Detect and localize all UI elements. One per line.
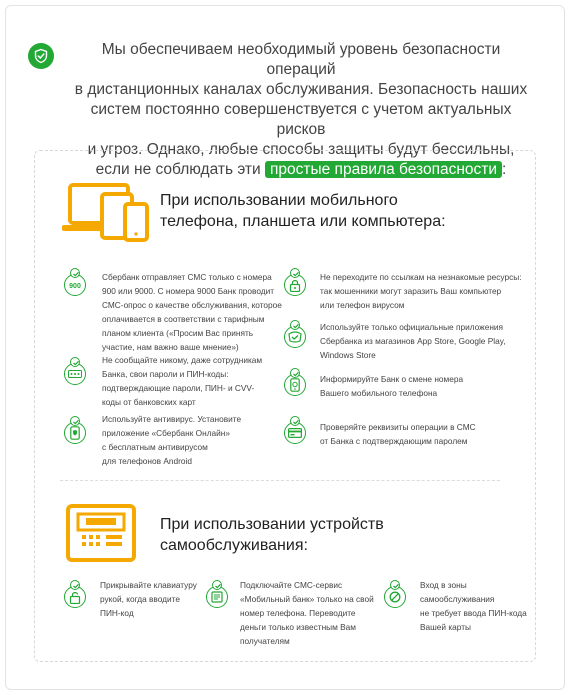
password-icon xyxy=(64,363,86,385)
intro-colon: : xyxy=(502,161,507,178)
rule-line: самообслуживания xyxy=(420,594,495,604)
intro-line-text: если не соблюдать эти xyxy=(95,161,261,178)
rule-line: с бесплатным антивирусом xyxy=(102,442,208,452)
section-mobile-title xyxy=(160,190,446,232)
rule-line: «Мобильный банк» только на свой xyxy=(240,594,374,604)
rule-line: для телефонов Android xyxy=(102,456,192,466)
rule-line: Сбербанка из магазинов App Store, Google Play, xyxy=(320,336,506,346)
rule-text xyxy=(320,320,530,362)
no-pin-icon xyxy=(384,586,406,608)
rule-line: Не сообщайте никому, даже сотрудникам xyxy=(102,355,263,365)
rule-line: СМС-опрос о качестве обслуживания, которое xyxy=(102,300,282,310)
sms-service-icon xyxy=(206,586,228,608)
sms-900-icon xyxy=(64,274,86,296)
rule-line: так мошенники могут заразить Ваш компьютер xyxy=(320,286,502,296)
rule-line: Банка, свои пароли и ПИН-коды: xyxy=(102,369,229,379)
card-check-icon xyxy=(284,422,306,444)
rule-line: Сбербанк отправляет СМС только с номера xyxy=(102,272,272,282)
rule-line: Используйте антивирус. Установите xyxy=(102,414,242,424)
rule-text xyxy=(240,578,380,648)
rule-line: Вашей карты xyxy=(420,622,471,632)
section-title-line: самообслуживания: xyxy=(160,537,308,554)
rule-line: планом клиента («Просим Вас принять xyxy=(102,328,254,338)
rule-line: Вашего мобильного телефона xyxy=(320,388,438,398)
rule-line: рукой, когда вводите xyxy=(100,594,180,604)
section-divider xyxy=(60,480,500,481)
rule-line: приложение «Сбербанк Онлайн» xyxy=(102,428,231,438)
phone-change-icon xyxy=(284,374,306,396)
rule-line: деньги только известным Вам xyxy=(240,622,356,632)
section-atm-title xyxy=(160,514,384,556)
shield-check-icon xyxy=(28,43,54,69)
rule-text xyxy=(320,270,530,312)
intro-line: систем постоянно совершенствуется с учетом актуальных рисков xyxy=(90,101,512,138)
rule-text xyxy=(420,578,540,634)
rule-line: подтверждающие пароли, ПИН- и CVV- xyxy=(102,383,255,393)
devices-icon xyxy=(62,182,150,249)
rule-line: от Банка с подтверждающим паролем xyxy=(320,436,468,446)
lock-link-icon xyxy=(284,274,306,296)
rule-line: 900 или 9000. С номера 9000 Банк проводит xyxy=(102,286,275,296)
rule-line: или телефон вирусом xyxy=(320,300,405,310)
rule-text xyxy=(102,412,302,468)
rule-text xyxy=(102,353,302,409)
rule-line: коды от банковских карт xyxy=(102,397,196,407)
phone-antivirus-icon xyxy=(64,422,86,444)
rule-line: Вход в зоны xyxy=(420,580,467,590)
keypad-cover-icon xyxy=(64,586,86,608)
rule-line: Не переходите по ссылкам на незнакомые ресурсы: xyxy=(320,272,522,282)
rule-line: Используйте только официальные приложения xyxy=(320,322,504,332)
rule-line: ПИН-код xyxy=(100,608,134,618)
rule-text xyxy=(100,578,210,620)
section-title-line: При использовании мобильного xyxy=(160,192,398,209)
rule-line: Проверяйте реквизиты операции в СМС xyxy=(320,422,476,432)
rule-line: получателям xyxy=(240,636,290,646)
intro-line: Мы обеспечиваем необходимый уровень безопасности операций xyxy=(101,41,501,78)
rule-text xyxy=(102,270,302,354)
rule-line: Информируйте Банк о смене номера xyxy=(320,374,464,384)
rule-line: номер телефона. Переводите xyxy=(240,608,356,618)
atm-icon xyxy=(66,504,136,567)
intro-line: в дистанционных каналах обслуживания. Безопасность наших xyxy=(74,81,528,98)
intro-line: и угроз. Однако, любые способы защиты будут бессильны, xyxy=(87,141,515,158)
svg-text:900: 900 xyxy=(69,283,81,290)
safety-rules-link[interactable]: простые правила безопасности xyxy=(265,161,502,178)
rule-line: участие, нам важно ваше мнение») xyxy=(102,342,239,352)
rule-line: Подключайте СМС-сервис xyxy=(240,580,343,590)
rule-text xyxy=(320,420,530,448)
rule-line: не требует ввода ПИН-кода xyxy=(420,608,527,618)
rule-line: Windows Store xyxy=(320,350,376,360)
section-title-line: При использовании устройств xyxy=(160,516,384,533)
rule-line: Прикрывайте клавиатуру xyxy=(100,580,197,590)
section-title-line: телефона, планшета или компьютера: xyxy=(160,213,446,230)
rule-line: оплачивается в соответствии с тарифным xyxy=(102,314,265,324)
app-store-icon xyxy=(284,326,306,348)
rule-text xyxy=(320,372,530,400)
